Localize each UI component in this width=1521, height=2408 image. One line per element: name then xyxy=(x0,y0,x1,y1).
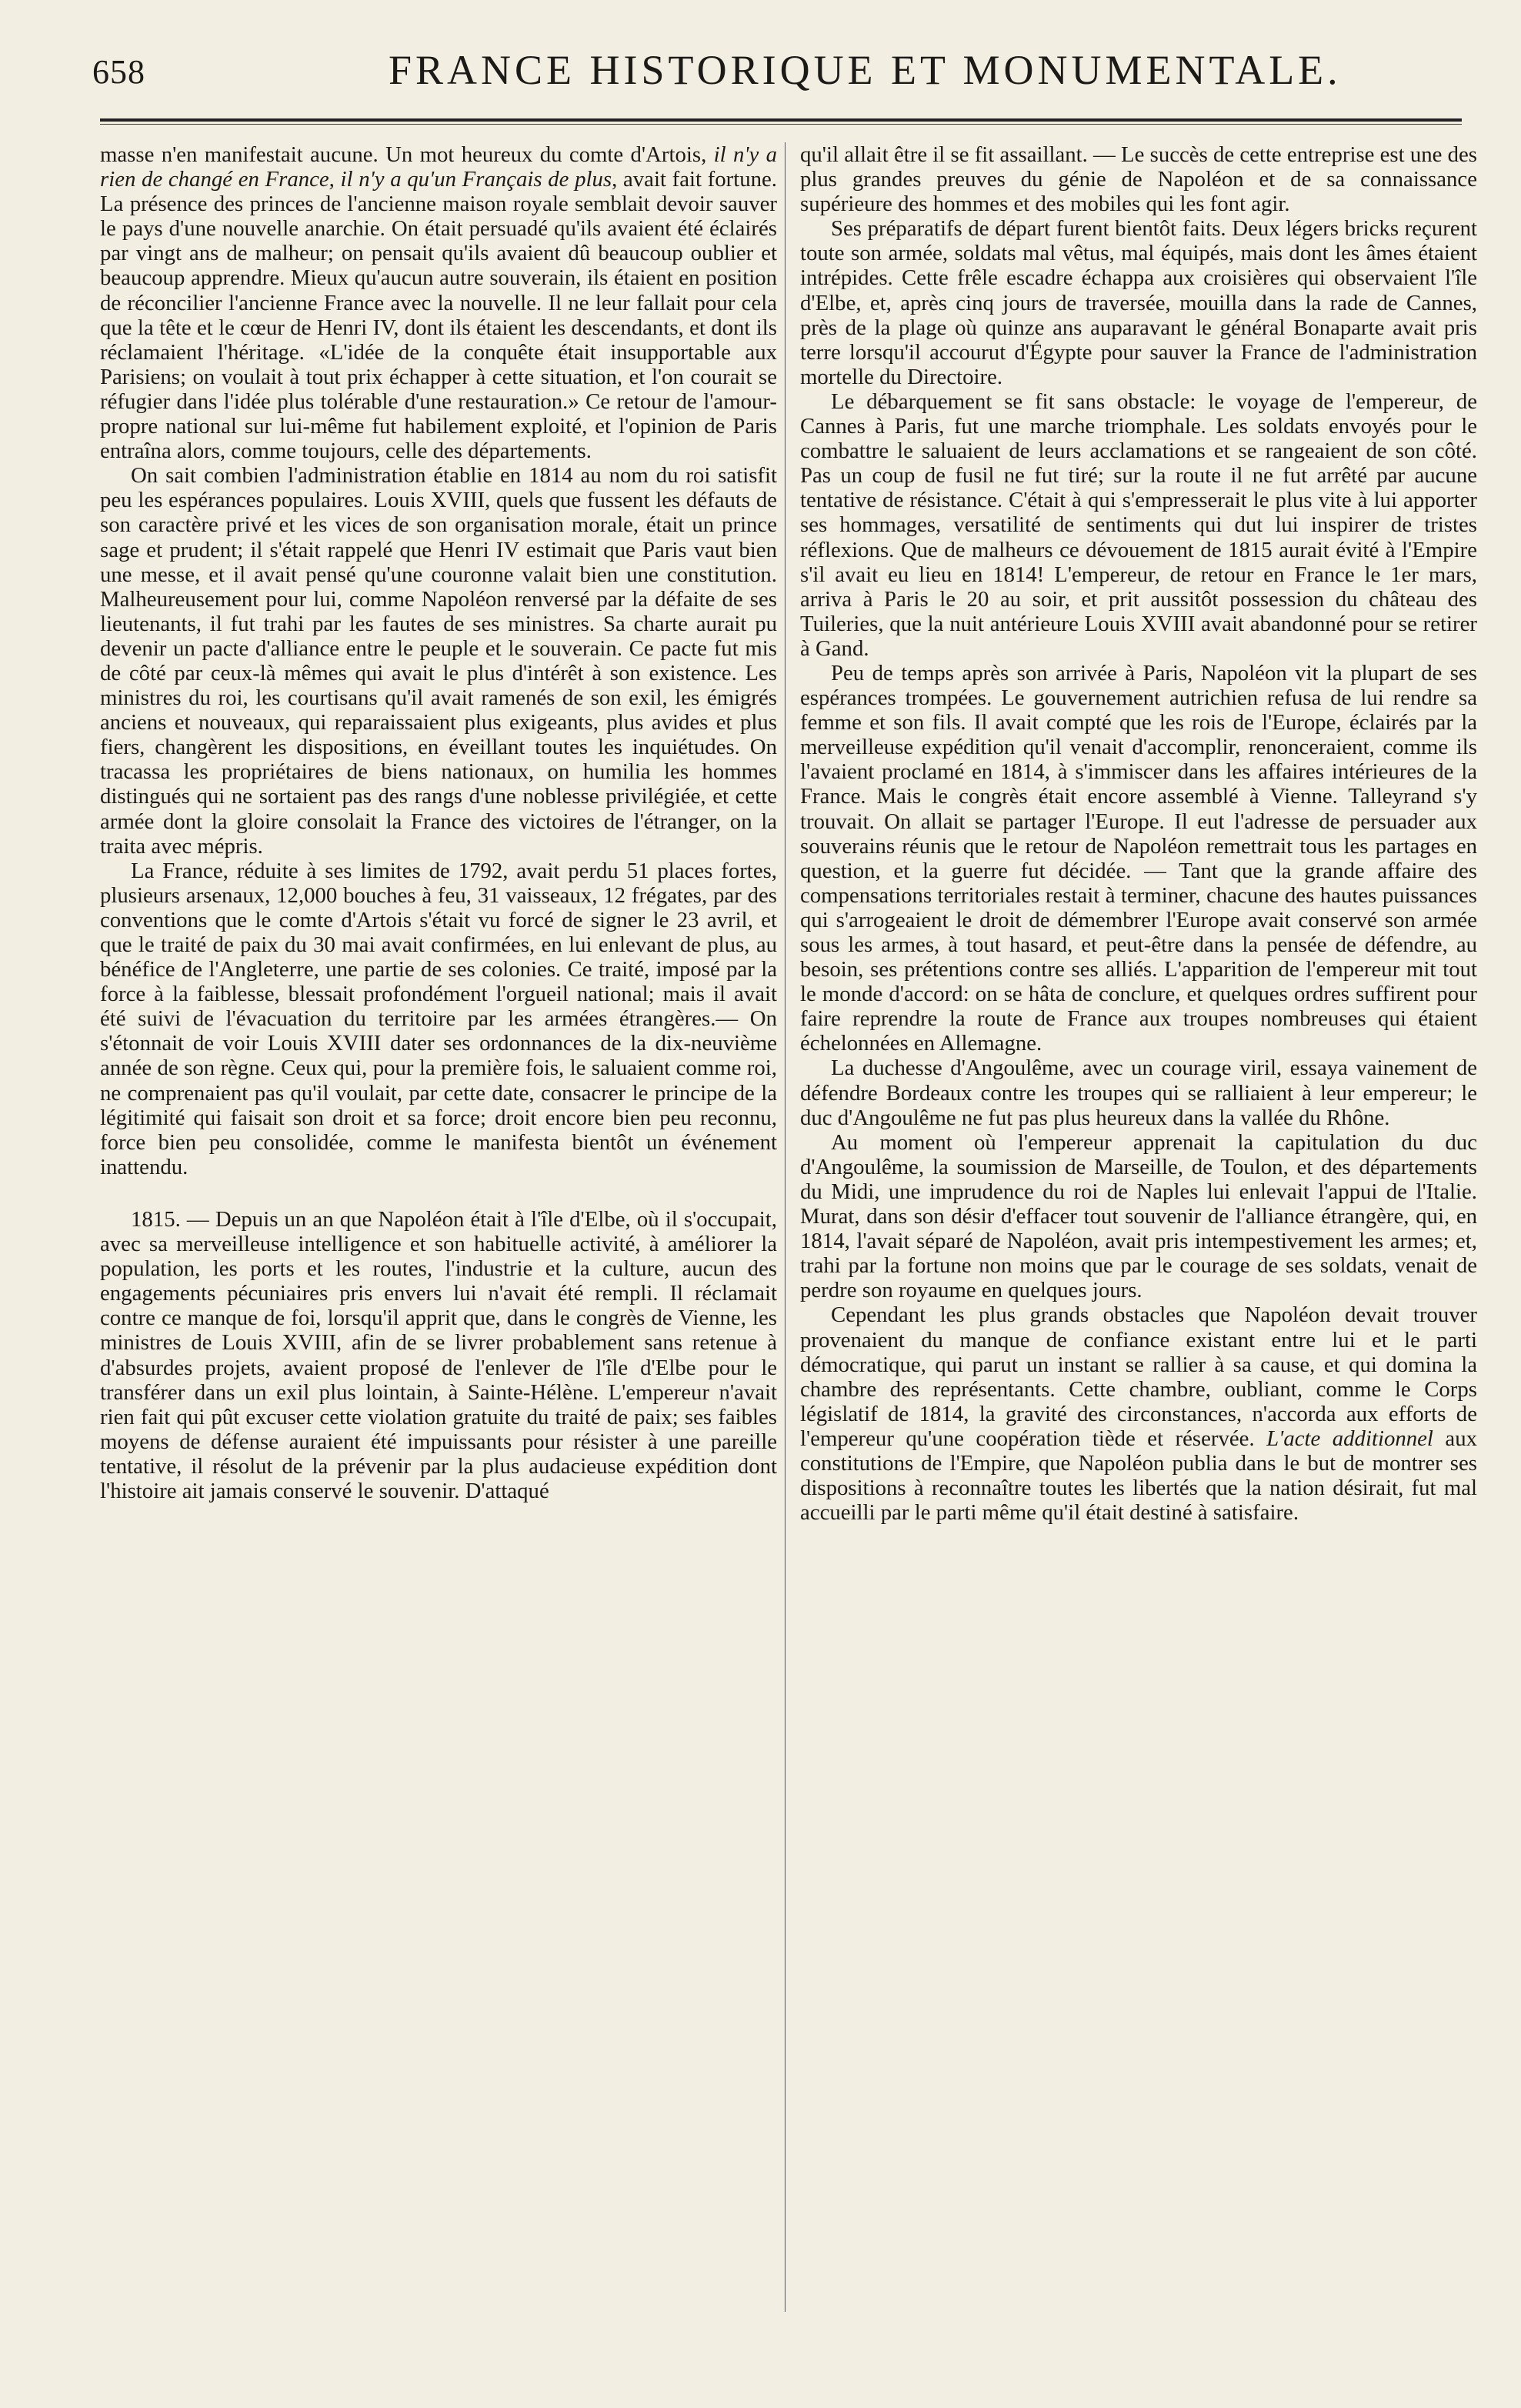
paragraph: La France, réduite à ses limites de 1792, avait perdu 51 places fortes, plusieurs arsenaux, 12,000 bouches à feu, 31 vaisseaux, 12 frégates, par des conventions que le comte d'Artois s'était vu forcé de signer le 23 avril, et que le traité de paix du 30 mai avait confirmées, en lui enlevant de plus, au bénéfice de l'Angleterre, une partie de ses colonies. Ce traité, imposé par la force à la faiblesse, blessait profondément l'orgueil national; mais il avait été suivi de l'évacuation du territoire par les armées étrangères.— On s'étonnait de voir Louis XVIII dater ses ordonnances de la dix-neuvième année de son règne. Ceux qui, pour la première fois, le saluaient comme roi, ne comprenaient pas qu'il voulait, par cette date, consacrer le principe de la légitimité qui faisait son droit et sa force; droit encore bien peu reconnu, force bien peu consolidée, comme le manifesta bientôt un événement inattendu. xyxy=(100,858,777,1179)
paragraph: Peu de temps après son arrivée à Paris, Napoléon vit la plupart de ses espérances trompées. Le gouvernement autrichien refusa de lui rendre sa femme et son fils. Il avait compté que les rois de l'Europe, éclairés par la merveilleuse expédition qu'il venait d'accomplir, renonceraient, comme ils l'avaient proclamé en 1814, à s'immiscer dans les affaires intérieures de la France. Mais le congrès était encore assemblé à Vienne. Talleyrand s'y trouvait. On allait se partager l'Europe. Il eut l'adresse de persuader aux souverains réunis que le retour de Napoléon remettrait tous les partages en question, et la guerre fut décidée. — Tant que la grande affaire des compensations territoriales restait à terminer, chacune des hautes puissances qui s'arrogeaient le droit de démembrer l'Europe avait conservé son armée sous les armes, à tout hasard, et peut-être dans la pensée de défendre, au besoin, ses prétentions contre ses alliés. L'apparition de l'empereur mit tout le monde d'accord: on se hâta de conclure, et quelques ordres suffirent pour faire reprendre la route de France aux troupes nombreuses qui étaient échelonnées en Allemagne. xyxy=(800,660,1477,1056)
paragraph: Ses préparatifs de départ furent bientôt faits. Deux légers bricks reçurent toute son armée, soldats mal vêtus, mal équipés, mais dont les âmes étaient intrépides. Cette frêle escadre échappa aux croisières qui observaient l'île d'Elbe, et, après cinq jours de traversée, mouilla dans la rade de Cannes, près de la plage où quinze ans auparavant le général Bonaparte avait pris terre lorsqu'il accourut d'Égypte pour sauver la France de l'administration mortelle du Directoire. xyxy=(800,216,1477,389)
text-run: Cependant les plus grands obstacles que Napoléon devait trouver provenaient du manque de confiance existant entre lui et le parti démocratique, qui parut un instant se rallier à sa cause, et qui domina la chambre des représentants. Cette chambre, oubliant, comme le Corps législatif de 1814, la gravité des circonstances, n'accorda aux efforts de l'empereur qu'une coopération tiède et réservée. xyxy=(800,1302,1477,1451)
paragraph: La duchesse d'Angoulême, avec un courage viril, essaya vainement de défendre Bordeaux contre les troupes qui se ralliaient à leur empereur; le duc d'Angoulême ne fut pas plus heureux dans la vallée du Rhône. xyxy=(800,1056,1477,1130)
paragraph: qu'il allait être il se fit assaillant. — Le succès de cette entreprise est une des plus grandes preuves du génie de Napoléon et de sa connaissance supérieure des hommes et des mobiles qui les font agir. xyxy=(800,142,1477,217)
text-run: , avait fait fortune. La présence des princes de l'ancienne maison royale semblait devoir sauver le pays d'une nouvelle anarchie. On était persuadé qu'ils avaient été éclairés par vingt ans de malheur; on pensait qu'ils avaient dû beaucoup oublier et beaucoup apprendre. Mieux qu'aucun autre souverain, ils étaient en position de réconcilier l'ancienne France avec la nouvelle. Il ne leur fallait pour cela que la tête et le cœur de Henri IV, dont ils étaient les descendants, et dont ils réclamaient l'héritage. «L'idée de la conquête était insupportable aux Parisiens; on voulait à tout prix échapper à cette situation, et l'on courait se réfugier dans l'idée plus tolérable d'une restauration.» Ce retour de l'amour-propre national sur lui-même fut habilement exploité, et l'opinion de Paris entraîna alors, comme toujours, celle des départements. xyxy=(100,167,777,464)
paragraph: Au moment où l'empereur apprenait la capitulation du duc d'Angoulême, la soumission de Marseille, de Toulon, et des départements du Midi, une imprudence du roi de Naples lui enlevait l'appui de l'Italie. Murat, dans son désir d'effacer tout souvenir de l'alliance étrangère, qui, en 1814, l'avait séparé de Napoléon, avait pris intempestivement les armes; et, trahi par la fortune non moins que par le courage de ses soldats, venait de perdre son royaume en quelques jours. xyxy=(800,1129,1477,1303)
text-run: masse n'en manifestait aucune. Un mot heureux du comte d'Artois, xyxy=(100,142,714,167)
left-column xyxy=(100,142,777,2320)
page-header xyxy=(92,46,1462,108)
running-title: FRANCE HISTORIQUE ET MONUMENTALE. xyxy=(389,47,1342,93)
italic-quote: il n'y a rien de changé en France, il n'y a qu'un Français de plus xyxy=(100,142,777,192)
text-run: aux constitutions de l'Empire, que Napoléon publia dans le but de montrer ses dispositions à reconnaître toutes les libertés que la nation désirait, fut mal accueilli par le parti même qu'il était destiné à satisfaire. xyxy=(800,1426,1477,1526)
paragraph xyxy=(100,142,777,463)
page-number: 658 xyxy=(92,53,145,91)
paragraph: On sait combien l'administration établie en 1814 au nom du roi satisfit peu les espérances populaires. Louis XVIII, quels que fussent les défauts de son caractère privé et les vices de son organisation morale, était un prince sage et prudent; il s'était rappelé que Henri IV estimait que Paris vaut bien une messe, et il avait pensé qu'une couronne valait bien une constitution. Malheureusement pour lui, comme Napoléon renversé par la défaite de ses lieutenants, il fut trahi par les fautes de ses ministres. Sa charte aurait pu devenir un pacte d'alliance entre le peuple et le souverain. Ce pacte fut mis de côté par ceux-là mêmes qui avait le plus d'intérêt à son existence. Les ministres du roi, les courtisans qu'il avait ramenés de son exil, les émigrés anciens et nouveaux, qui reparaissaient plus exigeants, plus avides et plus fiers, changèrent les dispositions, en éveillant toutes les inquiétudes. On tracassa les propriétaires de biens nationaux, on humilia les hommes distingués qui ne sortaient pas des rangs d'une noblesse privilégiée, et cette armée dont la gloire consolait la France des victoires de l'étranger, on la traita avec mépris. xyxy=(100,463,777,859)
right-column xyxy=(800,142,1477,2320)
paragraph xyxy=(800,1302,1477,1525)
column-divider xyxy=(785,142,786,2312)
italic-title: L'acte additionnel xyxy=(1266,1426,1433,1451)
paragraph: Le débarquement se fit sans obstacle: le voyage de l'empereur, de Cannes à Paris, fut une marche triomphale. Les soldats envoyés pour le combattre le saluaient de leurs acclamations et se rangeaient de son côté. Pas un coup de fusil ne fut tiré; sur la route il ne fut arrêté par aucune tentative de résistance. C'était à qui s'empresserait le plus vite à lui apporter ses hommages, versatilité de sentiments qui dut lui inspirer de tristes réflexions. Que de malheurs ce dévouement de 1815 aurait évité à l'Empire s'il avait eu lieu en 1814! L'empereur, de retour en France le 1er mars, arriva à Paris le 20 au soir, et prit aussitôt possession du château des Tuileries, que la nuit antérieure Louis XVIII avait abandonné pour se retirer à Gand. xyxy=(800,389,1477,661)
paragraph-1815: 1815. — Depuis un an que Napoléon était à l'île d'Elbe, où il s'occupait, avec sa merveilleuse intelligence et son habituelle activité, à améliorer la population, les ports et les routes, l'industrie et la culture, aucun des engagements pécuniaires pris envers lui n'avait été rempli. Il réclamait contre ce manque de foi, lorsqu'il apprit que, dans le congrès de Vienne, les ministres de Louis XVIII, afin de se livrer probablement sans retenue à d'absurdes projets, avaient proposé de l'enlever de l'île d'Elbe pour le transférer dans un exil plus lointain, à Sainte-Hélène. L'empereur n'avait rien fait qui pût excuser cette violation gratuite du traité de paix; ses faibles moyens de défense auraient été impuissants pour résister à une pareille tentative, il résolut de la prévenir par la plus audacieuse expédition dont l'histoire ait jamais conservé le souvenir. D'attaqué xyxy=(100,1206,777,1503)
header-rule xyxy=(100,118,1462,125)
